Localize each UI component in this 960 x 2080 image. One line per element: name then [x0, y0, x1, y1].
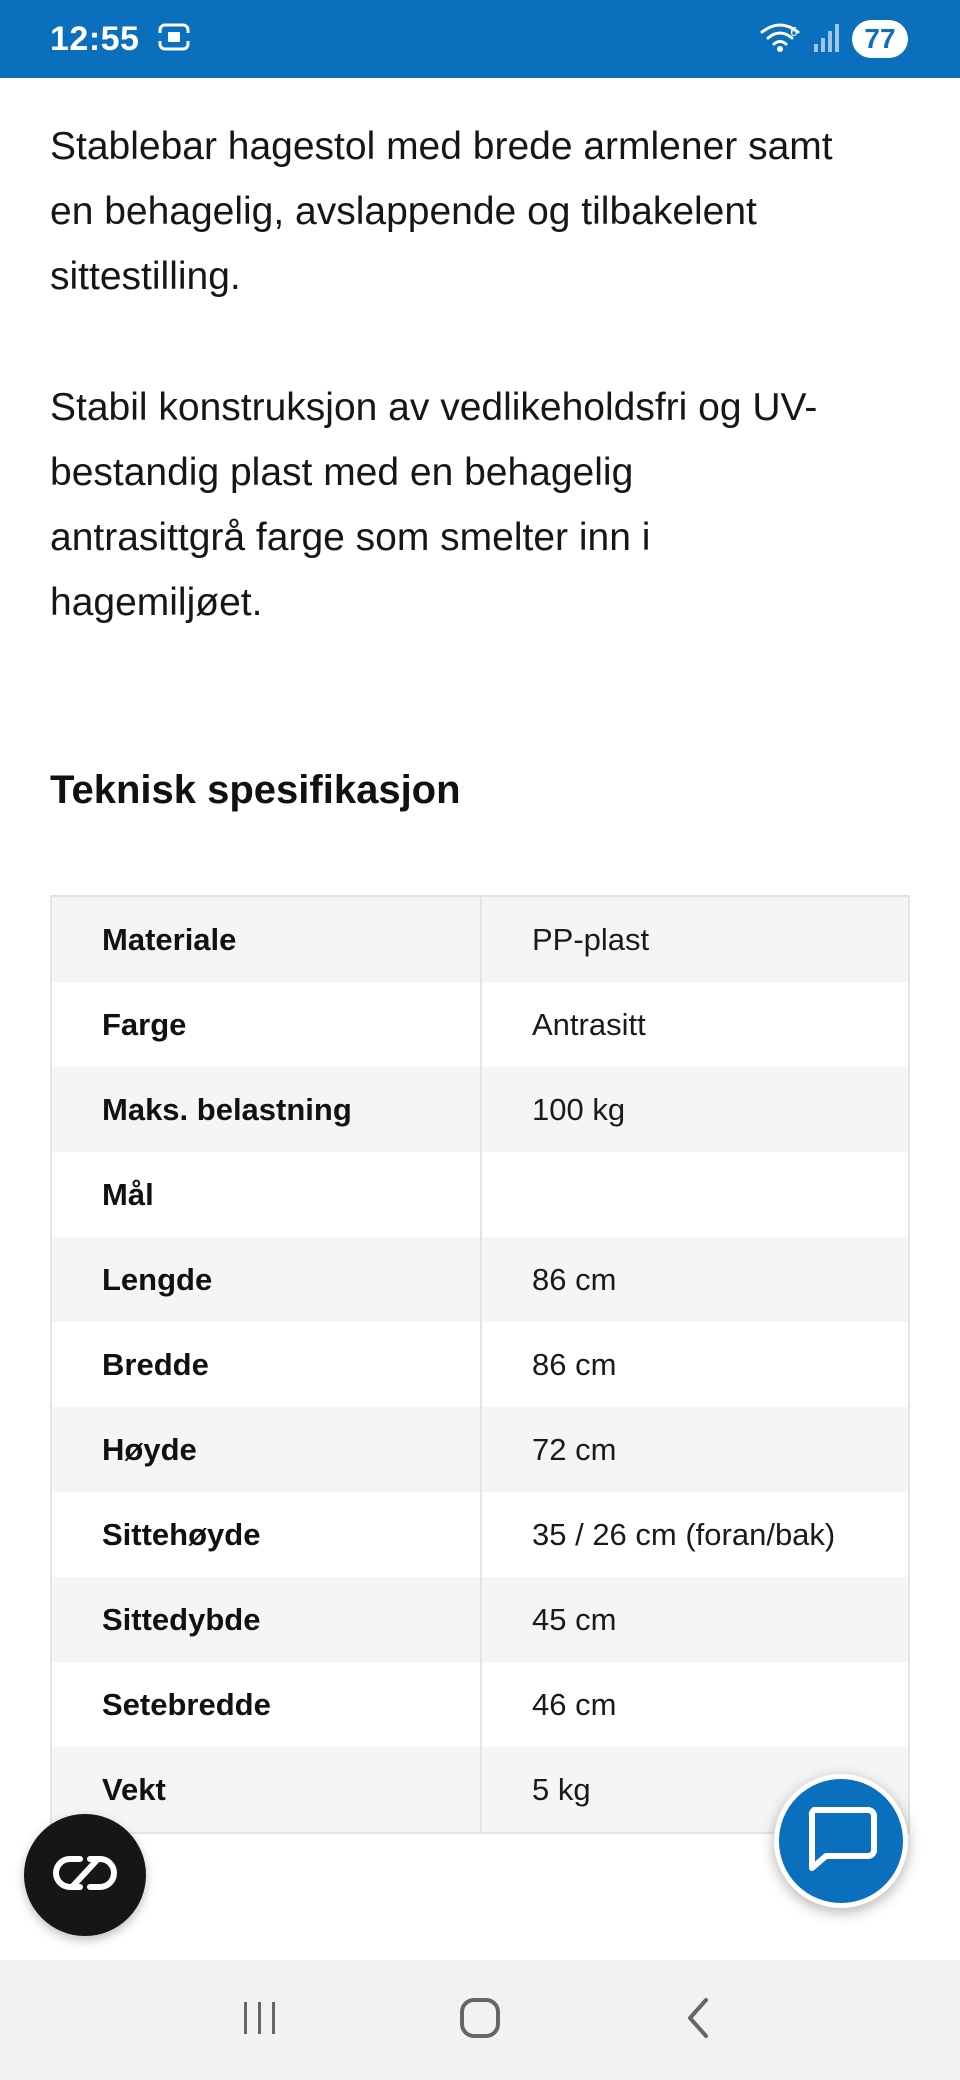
spec-table	[50, 895, 910, 1834]
screenshot-icon	[157, 20, 191, 59]
system-nav-bar	[0, 1960, 960, 2080]
spec-row	[52, 1662, 908, 1747]
battery-indicator: 77	[852, 20, 908, 58]
spec-value	[482, 1152, 908, 1237]
spec-key: Setebredde	[52, 1662, 482, 1747]
spec-heading: Teknisk spesifikasjon	[50, 768, 461, 812]
spec-key: Farge	[52, 982, 482, 1067]
spec-row	[52, 1322, 908, 1407]
chat-button[interactable]	[774, 1774, 908, 1908]
description-line: antrasittgrå farge som smelter inn i	[50, 516, 651, 559]
spec-value: 5 kg	[532, 1771, 591, 1807]
status-time: 12:55	[50, 19, 140, 58]
spec-key: Mål	[52, 1152, 482, 1237]
description-line: Stablebar hagestol med brede armlener samt	[50, 125, 833, 168]
description-line: bestandig plast med en behagelig	[50, 451, 634, 494]
spec-value: 46 cm	[532, 1686, 617, 1722]
status-right	[758, 20, 908, 59]
cobrowse-button[interactable]	[24, 1814, 146, 1936]
back-icon	[678, 1996, 722, 2045]
spec-value: 35 / 26 cm (foran/bak)	[532, 1516, 836, 1552]
spec-key: Sittedybde	[52, 1577, 482, 1662]
signal-icon	[812, 20, 842, 59]
description-paragraph-1	[50, 114, 910, 309]
spec-row	[52, 1407, 908, 1492]
description-line: hagemiljøet.	[50, 581, 263, 624]
status-bar	[0, 0, 960, 78]
wifi-icon	[758, 20, 802, 59]
spec-key: Lengde	[52, 1237, 482, 1322]
spec-value: 86 cm	[532, 1261, 617, 1297]
spec-value: 100 kg	[532, 1091, 626, 1127]
spec-key: Maks. belastning	[52, 1067, 482, 1152]
spec-row	[52, 1492, 908, 1577]
spec-key: Vekt	[52, 1747, 482, 1832]
spec-row	[52, 1237, 908, 1322]
cobrowse-link-icon	[50, 1853, 120, 1898]
spec-value: PP-plast	[532, 921, 650, 957]
spec-value: Antrasitt	[532, 1006, 646, 1042]
home-button[interactable]	[440, 1980, 520, 2060]
description-paragraph-2	[50, 375, 910, 635]
spec-key: Materiale	[52, 897, 482, 982]
spec-value: 45 cm	[532, 1601, 617, 1637]
spec-row	[52, 897, 908, 982]
back-button[interactable]	[660, 1980, 740, 2060]
description-line: en behagelig, avslappende og tilbakelent	[50, 190, 757, 233]
spec-key: Sittehøyde	[52, 1492, 482, 1577]
status-left	[50, 20, 191, 59]
spec-row	[52, 1152, 908, 1237]
spec-row	[52, 1577, 908, 1662]
recent-apps-icon	[238, 1996, 282, 2045]
svg-text:6: 6	[790, 24, 798, 39]
spec-key: Høyde	[52, 1407, 482, 1492]
description-line: sittestilling.	[50, 255, 241, 298]
spec-row	[52, 1067, 908, 1152]
recent-apps-button[interactable]	[220, 1980, 300, 2060]
spec-row	[52, 982, 908, 1067]
spec-value: 86 cm	[532, 1346, 617, 1382]
spec-key: Bredde	[52, 1322, 482, 1407]
spec-value: 72 cm	[532, 1431, 617, 1467]
chat-bubble-icon	[804, 1804, 878, 1879]
description-line: Stabil konstruksjon av vedlikeholdsfri og UV-	[50, 386, 818, 429]
home-icon	[458, 1996, 502, 2045]
